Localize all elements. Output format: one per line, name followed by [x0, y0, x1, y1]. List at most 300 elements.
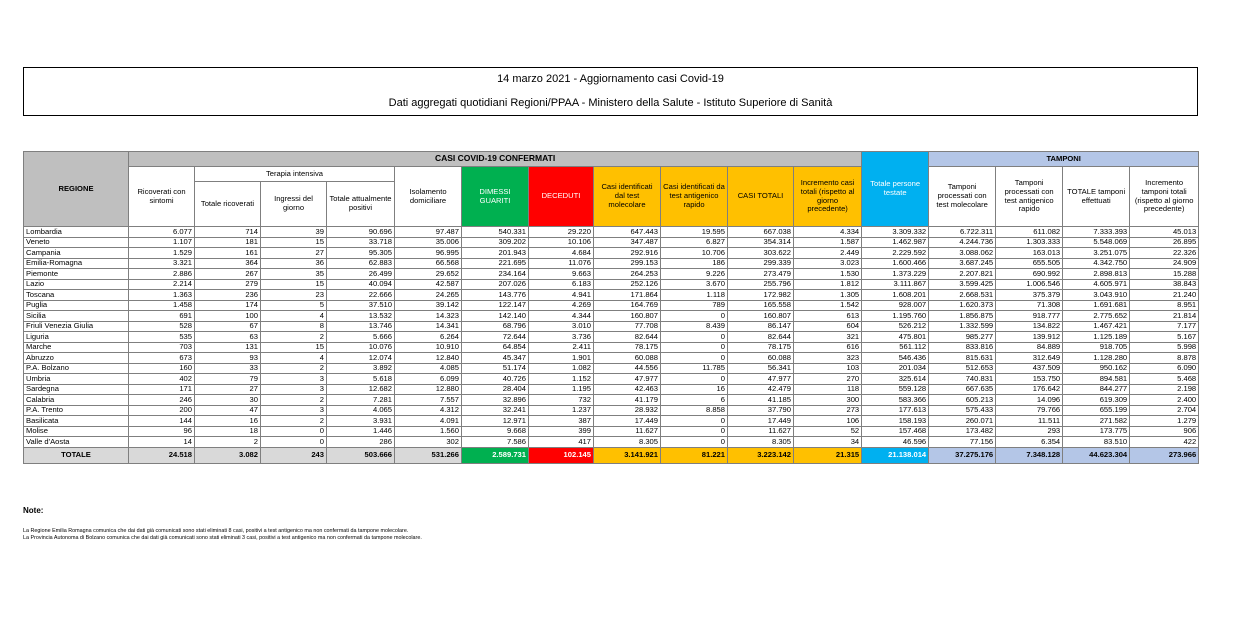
table-cell: 3: [261, 374, 327, 385]
table-cell: 5.548.069: [1063, 237, 1130, 248]
table-cell: 14.341: [395, 321, 462, 332]
table-cell: 1.600.466: [862, 258, 929, 269]
table-cell: 0: [261, 437, 327, 448]
table-cell: 47: [195, 405, 261, 416]
table-cell: 90.696: [327, 227, 395, 238]
total-cell: 44.623.304: [1063, 447, 1130, 463]
total-label-cell: TOTALE: [24, 447, 129, 463]
table-cell: 3.088.062: [929, 248, 996, 259]
table-cell: 22.326: [1130, 248, 1199, 259]
table-cell: 1.305: [794, 290, 862, 301]
table-cell: 27: [261, 248, 327, 259]
table-cell: 86.147: [728, 321, 794, 332]
table-cell: 221.695: [462, 258, 529, 269]
region-name-cell: P.A. Trento: [24, 405, 129, 416]
table-cell: 122.147: [462, 300, 529, 311]
table-cell: 1.237: [529, 405, 594, 416]
total-cell: 21.138.014: [862, 447, 929, 463]
table-cell: 4.605.971: [1063, 279, 1130, 290]
confirmed-cases-group-header: CASI COVID-19 CONFERMATI: [129, 152, 862, 167]
col-incremento-header: Incremento casi totali (rispetto al giorno precedente): [794, 167, 862, 227]
table-cell: 19.595: [661, 227, 728, 238]
table-cell: 0: [661, 416, 728, 427]
table-cell: 72.644: [462, 332, 529, 343]
table-cell: 789: [661, 300, 728, 311]
table-cell: 354.314: [728, 237, 794, 248]
table-cell: 604: [794, 321, 862, 332]
table-cell: 300: [794, 395, 862, 406]
table-cell: 6.090: [1130, 363, 1199, 374]
table-cell: 512.653: [929, 363, 996, 374]
table-cell: 10.076: [327, 342, 395, 353]
total-cell: 3.082: [195, 447, 261, 463]
table-cell: 347.487: [594, 237, 661, 248]
table-cell: 3: [261, 405, 327, 416]
table-cell: 60.088: [594, 353, 661, 364]
report-date-title: 14 marzo 2021 - Aggiornamento casi Covid-19: [497, 73, 724, 85]
region-name-cell: Emilia-Romagna: [24, 258, 129, 269]
table-cell: 0: [661, 332, 728, 343]
table-cell: 12.074: [327, 353, 395, 364]
table-cell: 1.560: [395, 426, 462, 437]
table-cell: 157.468: [862, 426, 929, 437]
table-cell: 28.404: [462, 384, 529, 395]
table-cell: 201.034: [862, 363, 929, 374]
table-cell: 29.652: [395, 269, 462, 280]
table-cell: 540.331: [462, 227, 529, 238]
table-row: [24, 311, 1199, 322]
region-name-cell: Abruzzo: [24, 353, 129, 364]
table-cell: 234.164: [462, 269, 529, 280]
table-cell: 844.277: [1063, 384, 1130, 395]
table-cell: 4.065: [327, 405, 395, 416]
region-name-cell: Sardegna: [24, 384, 129, 395]
table-cell: 171.864: [594, 290, 661, 301]
table-cell: 139.912: [996, 332, 1063, 343]
table-cell: 1.856.875: [929, 311, 996, 322]
total-cell: 24.518: [129, 447, 195, 463]
table-cell: 0: [661, 374, 728, 385]
table-cell: 255.796: [728, 279, 794, 290]
table-cell: 3.931: [327, 416, 395, 427]
table-row: [24, 405, 1199, 416]
table-cell: 1.620.373: [929, 300, 996, 311]
table-cell: 323: [794, 353, 862, 364]
table-cell: 3.043.910: [1063, 290, 1130, 301]
table-cell: 2.704: [1130, 405, 1199, 416]
table-cell: 21.240: [1130, 290, 1199, 301]
table-row: [24, 300, 1199, 311]
table-cell: 2.400: [1130, 395, 1199, 406]
table-cell: 134.822: [996, 321, 1063, 332]
table-row: [24, 227, 1199, 238]
region-name-cell: Calabria: [24, 395, 129, 406]
table-cell: 201.943: [462, 248, 529, 259]
table-cell: 815.631: [929, 353, 996, 364]
total-cell: 21.315: [794, 447, 862, 463]
table-cell: 1.373.229: [862, 269, 929, 280]
table-cell: 12.880: [395, 384, 462, 395]
table-cell: 417: [529, 437, 594, 448]
total-row: [24, 447, 1199, 463]
table-cell: 67: [195, 321, 261, 332]
table-cell: 82.644: [594, 332, 661, 343]
table-cell: 894.581: [1063, 374, 1130, 385]
table-row: [24, 248, 1199, 259]
table-cell: 1.458: [129, 300, 195, 311]
covid-data-table: [23, 151, 1199, 464]
table-cell: 1.542: [794, 300, 862, 311]
region-name-cell: Friuli Venezia Giulia: [24, 321, 129, 332]
region-name-cell: Liguria: [24, 332, 129, 343]
table-cell: 2.775.652: [1063, 311, 1130, 322]
table-cell: 1.118: [661, 290, 728, 301]
table-cell: 8.439: [661, 321, 728, 332]
table-cell: 2: [261, 332, 327, 343]
table-cell: 647.443: [594, 227, 661, 238]
table-cell: 3.309.332: [862, 227, 929, 238]
col-molecolare-header: Casi identificati dal test molecolare: [594, 167, 661, 227]
table-cell: 8: [261, 321, 327, 332]
col-tamponi-incremento-header: Incremento tamponi totali (rispetto al giorno precedente): [1130, 167, 1199, 227]
region-name-cell: Lazio: [24, 279, 129, 290]
table-row: [24, 342, 1199, 353]
table-cell: 44.556: [594, 363, 661, 374]
total-cell: 37.275.176: [929, 447, 996, 463]
table-cell: 260.071: [929, 416, 996, 427]
table-cell: 1.691.681: [1063, 300, 1130, 311]
table-cell: 39.142: [395, 300, 462, 311]
table-cell: 63: [195, 332, 261, 343]
table-cell: 4: [261, 353, 327, 364]
table-cell: 14.323: [395, 311, 462, 322]
table-cell: 546.436: [862, 353, 929, 364]
table-cell: 312.649: [996, 353, 1063, 364]
region-name-cell: Piemonte: [24, 269, 129, 280]
table-cell: 5.167: [1130, 332, 1199, 343]
table-cell: 176.642: [996, 384, 1063, 395]
table-cell: 667.038: [728, 227, 794, 238]
note-bolzano: La Provincia Autonoma di Bolzano comunica che dai dati già comunicati sono stati eliminati 3 casi, positivi a test antigenico ma non confermati da tampone molecolare.: [23, 535, 422, 541]
col-ti-ingressi-header: Ingressi del giorno: [261, 182, 327, 227]
table-cell: 5.468: [1130, 374, 1199, 385]
table-cell: 740.831: [929, 374, 996, 385]
table-cell: 11.785: [661, 363, 728, 374]
table-cell: 2.198: [1130, 384, 1199, 395]
table-cell: 171: [129, 384, 195, 395]
col-persone-testate-header: Totale persone testate: [862, 152, 929, 227]
table-cell: 2.207.821: [929, 269, 996, 280]
table-cell: 78.175: [728, 342, 794, 353]
region-name-cell: Sicilia: [24, 311, 129, 322]
table-cell: 23: [261, 290, 327, 301]
table-cell: 26.499: [327, 269, 395, 280]
table-cell: 292.916: [594, 248, 661, 259]
table-cell: 3.251.075: [1063, 248, 1130, 259]
table-cell: 691: [129, 311, 195, 322]
col-ti-totale-header: Totale ricoverati: [195, 182, 261, 227]
table-cell: 0: [661, 353, 728, 364]
table-cell: 96.995: [395, 248, 462, 259]
table-cell: 10.706: [661, 248, 728, 259]
table-cell: 200: [129, 405, 195, 416]
report-title-box: [23, 67, 1198, 116]
table-cell: 271.582: [1063, 416, 1130, 427]
table-cell: 186: [661, 258, 728, 269]
table-cell: 40.094: [327, 279, 395, 290]
table-cell: 174: [195, 300, 261, 311]
table-cell: 158.193: [862, 416, 929, 427]
total-cell: 81.221: [661, 447, 728, 463]
table-cell: 321: [794, 332, 862, 343]
table-cell: 4.684: [529, 248, 594, 259]
table-cell: 985.277: [929, 332, 996, 343]
table-cell: 40.726: [462, 374, 529, 385]
total-cell: 243: [261, 447, 327, 463]
table-cell: 60.088: [728, 353, 794, 364]
table-row: [24, 426, 1199, 437]
table-cell: 47.977: [728, 374, 794, 385]
table-cell: 2: [261, 395, 327, 406]
table-cell: 62.883: [327, 258, 395, 269]
table-cell: 47.977: [594, 374, 661, 385]
total-cell: 2.589.731: [462, 447, 529, 463]
table-row: [24, 269, 1199, 280]
table-cell: 1.128.280: [1063, 353, 1130, 364]
table-cell: 616: [794, 342, 862, 353]
table-cell: 207.026: [462, 279, 529, 290]
region-name-cell: Veneto: [24, 237, 129, 248]
table-cell: 1.279: [1130, 416, 1199, 427]
table-cell: 39: [261, 227, 327, 238]
table-cell: 96: [129, 426, 195, 437]
table-cell: 5.998: [1130, 342, 1199, 353]
table-cell: 33: [195, 363, 261, 374]
region-name-cell: Campania: [24, 248, 129, 259]
region-name-cell: Basilicata: [24, 416, 129, 427]
table-cell: 32.241: [462, 405, 529, 416]
table-cell: 655.505: [996, 258, 1063, 269]
terapia-intensiva-header: Terapia intensiva: [195, 167, 395, 182]
table-cell: 387: [529, 416, 594, 427]
table-cell: 0: [661, 342, 728, 353]
col-regione-header: REGIONE: [24, 152, 129, 227]
table-cell: 14: [129, 437, 195, 448]
table-cell: 1.529: [129, 248, 195, 259]
table-cell: 267: [195, 269, 261, 280]
table-cell: 528: [129, 321, 195, 332]
notes-heading: Note:: [23, 506, 44, 515]
table-cell: 3: [261, 384, 327, 395]
table-cell: 143.776: [462, 290, 529, 301]
table-row: [24, 363, 1199, 374]
region-name-cell: Toscana: [24, 290, 129, 301]
table-cell: 10.106: [529, 237, 594, 248]
table-cell: 3.023: [794, 258, 862, 269]
table-cell: 246: [129, 395, 195, 406]
total-cell: 3.223.142: [728, 447, 794, 463]
table-cell: 1.082: [529, 363, 594, 374]
total-cell: 3.141.921: [594, 447, 661, 463]
table-cell: 561.112: [862, 342, 929, 353]
table-cell: 4.091: [395, 416, 462, 427]
table-cell: 83.510: [1063, 437, 1130, 448]
table-cell: 3.111.867: [862, 279, 929, 290]
table-cell: 8.305: [594, 437, 661, 448]
table-cell: 153.750: [996, 374, 1063, 385]
table-cell: 8.305: [728, 437, 794, 448]
table-cell: 24.909: [1130, 258, 1199, 269]
table-row: [24, 332, 1199, 343]
table-cell: 41.179: [594, 395, 661, 406]
table-cell: 51.174: [462, 363, 529, 374]
table-cell: 160.807: [594, 311, 661, 322]
table-cell: 293: [996, 426, 1063, 437]
table-cell: 303.622: [728, 248, 794, 259]
table-cell: 7.586: [462, 437, 529, 448]
note-emilia-romagna: La Regione Emilia Romagna comunica che dai dati già comunicati sono stati eliminati 8 casi, positivi a test antigenico ma non confermati da tampone molecolare.: [23, 528, 409, 534]
table-cell: 21.814: [1130, 311, 1199, 322]
table-cell: 9.668: [462, 426, 529, 437]
table-row: [24, 437, 1199, 448]
table-cell: 1.462.987: [862, 237, 929, 248]
table-cell: 833.816: [929, 342, 996, 353]
table-cell: 79.766: [996, 405, 1063, 416]
table-cell: 6.827: [661, 237, 728, 248]
table-cell: 181: [195, 237, 261, 248]
report-subtitle: Dati aggregati quotidiani Regioni/PPAA - Ministero della Salute - Istituto Superiore di Sanità: [388, 97, 833, 109]
table-cell: 97.487: [395, 227, 462, 238]
table-cell: 4.941: [529, 290, 594, 301]
table-cell: 11.076: [529, 258, 594, 269]
table-cell: 2.898.813: [1063, 269, 1130, 280]
table-cell: 165.558: [728, 300, 794, 311]
table-cell: 3.892: [327, 363, 395, 374]
table-cell: 906: [1130, 426, 1199, 437]
table-cell: 3.736: [529, 332, 594, 343]
total-cell: 102.145: [529, 447, 594, 463]
table-cell: 703: [129, 342, 195, 353]
table-cell: 64.854: [462, 342, 529, 353]
table-cell: 3.670: [661, 279, 728, 290]
total-cell: 7.348.128: [996, 447, 1063, 463]
table-cell: 1.195: [529, 384, 594, 395]
table-cell: 655.199: [1063, 405, 1130, 416]
table-cell: 6.183: [529, 279, 594, 290]
region-name-cell: Lombardia: [24, 227, 129, 238]
table-cell: 66.568: [395, 258, 462, 269]
table-cell: 36: [261, 258, 327, 269]
table-cell: 4.085: [395, 363, 462, 374]
table-row: [24, 290, 1199, 301]
table-row: [24, 395, 1199, 406]
table-row: [24, 279, 1199, 290]
region-name-cell: P.A. Bolzano: [24, 363, 129, 374]
table-cell: 1.608.201: [862, 290, 929, 301]
table-cell: 12.682: [327, 384, 395, 395]
tamponi-group-header: TAMPONI: [929, 152, 1199, 167]
region-name-cell: Umbria: [24, 374, 129, 385]
table-cell: 0: [661, 437, 728, 448]
table-cell: 302: [395, 437, 462, 448]
table-row: [24, 321, 1199, 332]
table-cell: 236: [195, 290, 261, 301]
table-cell: 270: [794, 374, 862, 385]
table-cell: 286: [327, 437, 395, 448]
table-cell: 68.796: [462, 321, 529, 332]
table-cell: 16: [195, 416, 261, 427]
table-cell: 17.449: [728, 416, 794, 427]
table-cell: 2.214: [129, 279, 195, 290]
table-cell: 35: [261, 269, 327, 280]
table-cell: 1.363: [129, 290, 195, 301]
table-cell: 5.666: [327, 332, 395, 343]
table-cell: 6.077: [129, 227, 195, 238]
table-cell: 84.889: [996, 342, 1063, 353]
table-cell: 1.901: [529, 353, 594, 364]
table-cell: 1.152: [529, 374, 594, 385]
table-cell: 15: [261, 237, 327, 248]
table-cell: 1.125.189: [1063, 332, 1130, 343]
table-cell: 173.775: [1063, 426, 1130, 437]
table-cell: 118: [794, 384, 862, 395]
table-cell: 928.007: [862, 300, 929, 311]
table-cell: 35.006: [395, 237, 462, 248]
table-cell: 27: [195, 384, 261, 395]
table-cell: 5.618: [327, 374, 395, 385]
table-cell: 173.482: [929, 426, 996, 437]
table-cell: 37.510: [327, 300, 395, 311]
table-cell: 399: [529, 426, 594, 437]
table-cell: 160.807: [728, 311, 794, 322]
table-cell: 918.705: [1063, 342, 1130, 353]
table-cell: 100: [195, 311, 261, 322]
table-cell: 78.175: [594, 342, 661, 353]
table-cell: 106: [794, 416, 862, 427]
col-dimessi-header: DIMESSI GUARITI: [462, 167, 529, 227]
table-cell: 422: [1130, 437, 1199, 448]
table-cell: 690.992: [996, 269, 1063, 280]
table-cell: 13.532: [327, 311, 395, 322]
table-cell: 375.379: [996, 290, 1063, 301]
table-cell: 14.096: [996, 395, 1063, 406]
table-cell: 172.982: [728, 290, 794, 301]
table-cell: 24.265: [395, 290, 462, 301]
table-cell: 714: [195, 227, 261, 238]
region-name-cell: Valle d'Aosta: [24, 437, 129, 448]
table-cell: 30: [195, 395, 261, 406]
table-cell: 1.530: [794, 269, 862, 280]
table-cell: 918.777: [996, 311, 1063, 322]
table-cell: 613: [794, 311, 862, 322]
table-cell: 6.264: [395, 332, 462, 343]
table-cell: 42.479: [728, 384, 794, 395]
col-isolamento-header: Isolamento domiciliare: [395, 167, 462, 227]
table-cell: 673: [129, 353, 195, 364]
table-cell: 7.333.393: [1063, 227, 1130, 238]
table-cell: 144: [129, 416, 195, 427]
table-cell: 161: [195, 248, 261, 259]
table-cell: 2.668.531: [929, 290, 996, 301]
table-cell: 6.099: [395, 374, 462, 385]
table-cell: 1.332.599: [929, 321, 996, 332]
table-cell: 1.587: [794, 237, 862, 248]
table-cell: 605.213: [929, 395, 996, 406]
table-cell: 1.467.421: [1063, 321, 1130, 332]
table-cell: 1.303.333: [996, 237, 1063, 248]
table-cell: 26.895: [1130, 237, 1199, 248]
col-tamponi-totale-header: TOTALE tamponi effettuati: [1063, 167, 1130, 227]
